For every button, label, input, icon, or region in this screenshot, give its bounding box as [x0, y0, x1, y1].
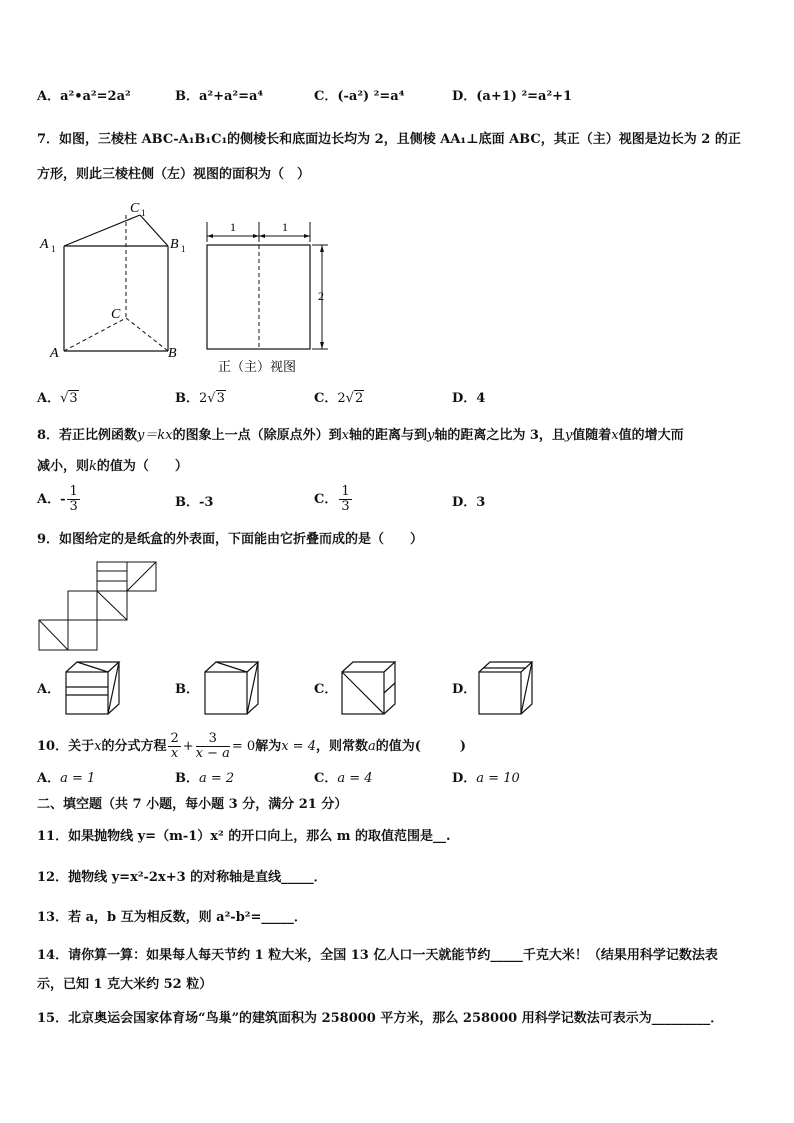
cube-option-c [340, 660, 398, 718]
front-view-caption: 正（主）视图 [218, 360, 297, 375]
q7-option-c-label: C． [314, 391, 338, 406]
label-b: B [168, 346, 177, 361]
q6-option-b: B．a²+a²=a⁴ [175, 89, 264, 104]
label-a: A [50, 346, 59, 361]
two-sqrt-2: 2√2 [337, 391, 364, 406]
q10-option-c: C．a = 4 [314, 771, 373, 786]
label-c1: C [130, 201, 140, 216]
label-a1-sub: 1 [51, 244, 56, 254]
label-c1-sub: 1 [141, 208, 146, 218]
q10-stem: 10．关于x的分式方程 $\frac{2}{x}$ + $\frac{3}{x - a}$ = 0解为x = 4，则常数a的值为( ) [37, 731, 467, 761]
q9-option-c: C． [314, 682, 338, 697]
dim-left: 1 [230, 220, 236, 234]
label-c: C [111, 307, 121, 322]
q13: 13．若 a，b 互为相反数，则 a²-b²=_____． [37, 910, 307, 925]
q15: 15．北京奥运会国家体育场“鸟巢”的建筑面积为 258000 平方米，那么 258000 用科学记数法可表示为_________． [37, 1011, 724, 1026]
dim-height: 2 [318, 289, 324, 303]
q14-line2: 示，已知 1 克大米约 52 粒） [37, 977, 213, 992]
q6-option-a: A．a²•a²=2a² [37, 89, 131, 104]
q7-option-c [314, 390, 364, 408]
q7-option-d: D．4 [452, 391, 486, 406]
q9-option-d: D． [452, 682, 477, 697]
q10-option-d: D．a = 10 [452, 771, 520, 786]
fraction-3-over-x-minus-a: $\frac{3}{x - a}$ [195, 731, 230, 761]
q10-option-a: A．a = 1 [37, 771, 96, 786]
fraction-2-over-x: $\frac{2}{x}$ [170, 731, 179, 761]
label-b1: B [170, 237, 179, 252]
q9-option-b: B． [175, 682, 199, 697]
q8-option-b: B．-3 [175, 495, 214, 510]
q6-option-d: D．(a+1) ²=a²+1 [452, 89, 573, 104]
q7-stem-line1: 7．如图，三棱柱 ABC-A₁B₁C₁的侧棱长和底面边长均为 2，且侧棱 AA₁⊥底面 ABC，其正（主）视图是边长为 2 的正 [37, 132, 741, 147]
q6-option-c: C．(-a²) ²=a⁴ [314, 89, 405, 104]
q8-option-d: D．3 [452, 495, 486, 510]
q7-option-a [37, 390, 79, 408]
q9-stem: 9．如图给定的是纸盒的外表面，下面能由它折叠而成的是（ ） [37, 532, 424, 547]
q8-option-c: C． $\frac{1}{3}$ [314, 484, 350, 514]
front-view-figure [200, 214, 340, 379]
q8-stem-line1: 8．若正比例函数y＝kx的图象上一点（除原点外）到x轴的距离与到y轴的距离之比为 3，且y值随着x值的增大而 [37, 428, 684, 443]
cube-option-b [203, 660, 261, 718]
q8-option-a: A．- $\frac{1}{3}$ [37, 484, 78, 514]
label-b1-sub: 1 [181, 244, 186, 254]
q9-option-a: A． [37, 682, 61, 697]
q7-stem-line2: 方形，则此三棱柱侧（左）视图的面积为（ ） [37, 167, 311, 182]
label-a1: A [40, 237, 49, 252]
q11: 11．如果抛物线 y=（m-1）x² 的开口向上，那么 m 的取值范围是__. [37, 829, 451, 844]
q14-line1: 14．请你算一算：如果每人每天节约 1 粒大米，全国 13 亿人口一天就能节约_____千克大米！（结果用科学记数法表 [37, 948, 718, 963]
prism-figure [36, 196, 196, 366]
q7-option-b [175, 390, 226, 408]
fraction-one-third: $\frac{1}{3}$ [341, 484, 350, 514]
cube-option-d [477, 660, 539, 718]
dim-right: 1 [282, 220, 288, 234]
q8-stem-line2: 减小，则k的值为（ ） [37, 459, 188, 474]
q7-option-b-label: B． [175, 391, 199, 406]
cube-option-a [64, 660, 122, 718]
q10-option-b: B．a = 2 [175, 771, 235, 786]
q12: 12．抛物线 y=x²-2x+3 的对称轴是直线_____． [37, 870, 327, 885]
two-sqrt-3: 2√3 [199, 391, 225, 406]
fraction-one-third: $\frac{1}{3}$ [69, 484, 78, 514]
sqrt-3: √3 [60, 391, 78, 406]
box-net-figure [38, 561, 168, 653]
q7-option-a-label: A． [37, 391, 61, 406]
section-heading-fill-in: 二、填空题（共 7 小题，每小题 3 分，满分 21 分） [37, 797, 348, 812]
